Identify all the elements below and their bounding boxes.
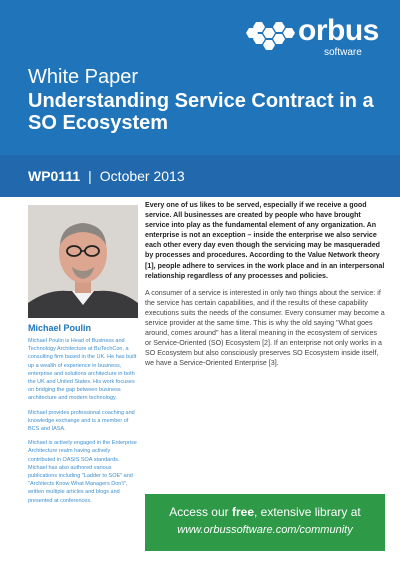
- page-title: Understanding Service Contract in a SO Ecosystem: [28, 90, 374, 134]
- hexagon-cluster-icon: [246, 18, 298, 58]
- author-name: Michael Poulin: [28, 323, 92, 333]
- document-info-band: [0, 155, 400, 197]
- document-kind: White Paper: [28, 66, 139, 88]
- promo-suffix: , extensive library at: [254, 505, 361, 519]
- author-photo: [28, 205, 138, 318]
- community-link[interactable]: www.orbussoftware.com/community: [177, 524, 353, 536]
- orbus-logo[interactable]: [246, 14, 386, 66]
- article-column: [145, 200, 385, 369]
- author-bio-paragraph: Michael provides professional coaching and knowledge exchange and is a member of BCS and IASA.: [28, 409, 135, 433]
- promo-prefix: Access our: [169, 505, 232, 519]
- author-bio-paragraph: Michael Poulin is Head of Business and Technology Architecture at BuTechCon, a consulting firm based in the UK. He has built up a wealth of experience in business, enterprise and solutions architecture in both the UK and United States. His work focuses on bridging the gap between business architecture and modern technology.: [28, 338, 137, 402]
- document-code: WP0111: [28, 168, 81, 184]
- promo-headline: [145, 505, 385, 520]
- promo-emphasis: free: [231, 505, 254, 519]
- author-bio-paragraph: Michael is actively engaged in the Enterprise Architecture realm having actively contributed in OASIS SOA standards. Michael has also authored various publications including "Ladder to SOE" and "Architects Know What Managers Don't", written multiple articles and blogs and presented at conferences.: [28, 440, 137, 504]
- document-date: October 2013: [99, 168, 185, 184]
- body-paragraph: A consumer of a service is interested in only two things about the service: if the service has certain capabilities, and if the results of these capability executions suits the needs of the consumer. Every consumer may become a service provider at the same time. This is why the old saying "What goes around, comes around" has a literal meaning in the ecosystem of services or Service-Oriented (SO) Ecosystem [2]. If an enterprise not only works in a SO Ecosystem but also consciously preserves SO Ecosystem inside itself, we have a Service-Oriented Enterprise [3].: [145, 288, 385, 368]
- header-banner: [0, 0, 400, 155]
- community-promo-box[interactable]: [145, 494, 385, 551]
- logo-wordmark: orbus: [298, 14, 379, 47]
- author-column: [28, 205, 138, 505]
- band-separator: |: [88, 168, 92, 184]
- logo-tagline: software: [324, 47, 362, 58]
- lead-paragraph: Every one of us likes to be served, especially if we receive a good service. All businesses are created by people who have brought service into play as the fundamental element of any organization. An enterprise is not an exception – inside the enterprise we also service each other every day even though the servicing may be masqueraded by processes and procedures. According to the Value Network theory [1], people adhere to services in the work place and in an interpersonal relationship regardless of any processes and policies.: [145, 201, 385, 280]
